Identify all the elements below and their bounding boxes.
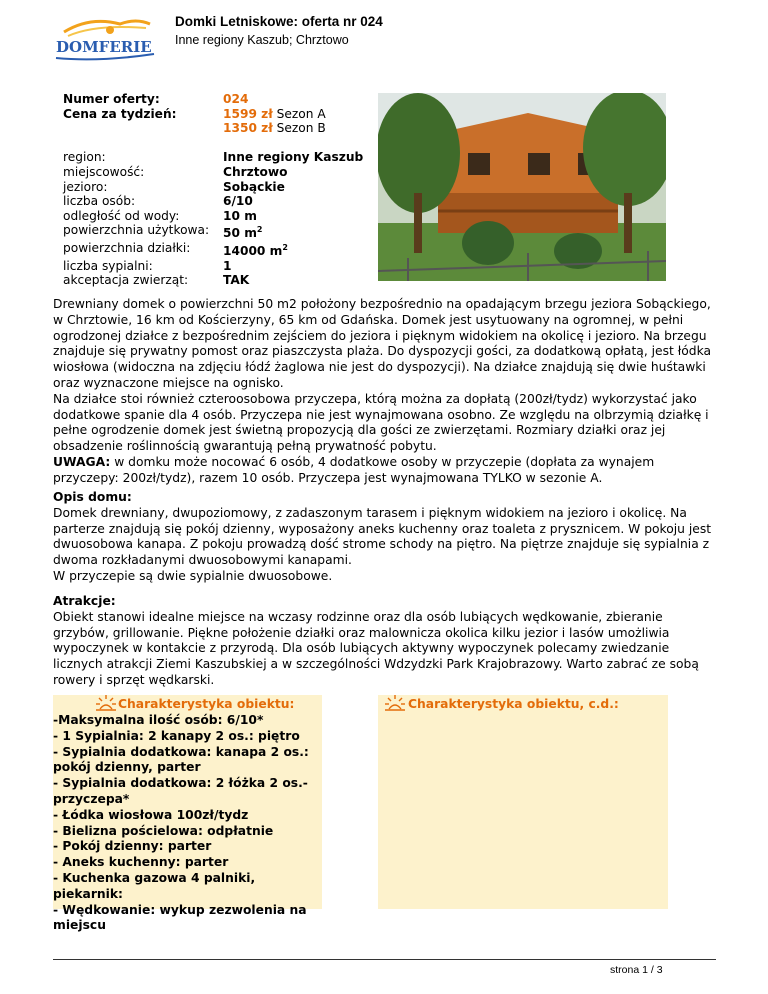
attractions (53, 594, 721, 689)
sun-icon (95, 692, 117, 714)
house-text-2: W przyczepie są dwie sypialnie dwuosobowe. (53, 568, 333, 583)
fact-value: 50 $m^2$ (223, 225, 263, 241)
fact-row (63, 150, 363, 165)
offer-facts (63, 92, 363, 288)
fact-value: Sobąckie (223, 179, 285, 194)
document-title: Domki Letniskowe: oferta nr 024 (175, 14, 383, 29)
feature-item: - Sypialnia dodatkowa: kanapa 2 os.: (53, 744, 309, 759)
fact-value: TAK (223, 273, 250, 288)
house-description (53, 490, 721, 585)
fact-label: powierzchnia działki: (63, 241, 191, 255)
price-row-a (63, 107, 363, 122)
price-a-value: 1599 zł (223, 106, 273, 121)
fact-row (63, 209, 363, 224)
house-text: Domek drewniany, dwupoziomowy, z zadaszonym tarasem i pięknym widokiem na jezioro i okolicę. Na parterze znajdują się pokój dzienny, wyposażony aneks kuchenny oraz toaleta z prysznicem. W pokoju jest dwuosobowa kanapa. Z pokoju prowadzą dość strome schody na piętro. Na piętrze znajduje się sypialnia z dwoma rozkładanymi dwuosobowymi kanapami. (53, 505, 712, 568)
domferie-logo (50, 14, 160, 64)
feature-item: przyczepa* (53, 791, 130, 806)
page-number: strona 1 / 3 (610, 964, 663, 976)
features-box (53, 695, 322, 933)
offer-number-value: 024 (223, 92, 249, 106)
fact-row (63, 180, 363, 195)
house-photo (378, 93, 666, 281)
fact-label: miejscowość: (63, 164, 145, 179)
price-b-value: 1350 zł (223, 121, 273, 136)
feature-item: - Kuchenka gazowa 4 palniki, piekarnik: (53, 870, 256, 901)
feature-item: - 1 Sypialnia: 2 kanapy 2 os.: piętro (53, 728, 300, 743)
features-continued-box (378, 695, 668, 909)
fact-value: Inne regiony Kaszub (223, 150, 364, 165)
fact-row (63, 223, 363, 241)
fact-label: odległość od wody: (63, 208, 180, 223)
features-title: Charakterystyka obiektu: (118, 697, 295, 711)
season-b-label: Sezon B (272, 121, 326, 136)
fact-label: akceptacja zwierząt: (63, 273, 189, 288)
document-subtitle: Inne regiony Kaszub; Chrztowo (175, 33, 349, 47)
fact-value: 10 m (223, 208, 257, 223)
fact-value: 6/10 (223, 194, 253, 209)
uwaga-text: w domku może nocować 6 osób, 4 dodatkowe osoby w przyczepie (dopłata za wynajem przyczepy: 200zł/tydz), razem 10 osób. Przyczepa jest wynajmowana TYLKO w sezonie A. (53, 454, 655, 485)
description-paragraph: Drewniany domek o powierzchni 50 m2 położony bezpośrednio na opadającym brzegu jeziora Sobąckiego, w Chrztowie, 16 km od Kościerzyny, 65 km od Gdańska. Domek jest usytuowany na ogromnej, w pełni ogrodzonej działce z bezpośrednim zejściem do jeziora i pięknym widokiem na okolicę i jezioro. Na brzegu znajduje się prywatny pomost oraz piaszczysta plaża. Do dyspozycji gości, za dodatkową opłatą, jest łódka wiosłowa (widoczna na zdjęciu łódź żaglowa nie jest do dyspozycji). Na działce znajdują się dwie huśtawki oraz wyznaczone miejsce na ognisko. (53, 297, 712, 390)
description-paragraph-2: Na działce stoi również czteroosobowa przyczepa, którą można za dopłatą (200zł/tydz) wykorzystać jako dodatkowe spanie dla 4 osób. Przyczepa nie jest wynajmowana osobno. Ze względu na olbrzymią działkę i pełne ogrodzenie domek jest świetną propozycją dla gości ze zwierzętami. Rozmiary działki oraz jej obsadzenie roślinnością gwarantują pełną prywatność pobytu. (53, 391, 709, 454)
description (53, 297, 721, 487)
fact-label: liczba sypialni: (63, 258, 153, 273)
season-a-label: Sezon A (272, 106, 326, 121)
feature-item: pokój dzienny, parter (53, 760, 201, 775)
features-continued-title: Charakterystyka obiektu, c.d.: (408, 697, 619, 711)
fact-row (63, 165, 363, 180)
attractions-text: Obiekt stanowi idealne miejsce na wczasy rodzinne oraz dla osób lubiących wędkowanie, zbieranie grzybów, grillowanie. Piękne położenie działki oraz malownicza okolica kilku jezior i lasów umożliwia wypoczynek w kontakcie z przyrodą. Dla osób lubiących aktywny wypoczynek polecamy zwiedzanie licznych atrakcji Ziemi Kaszubskiej a w szczególności Wdzydzki Park Krajobrazowy. Warto zabrać ze sobą rowery i sprzęt wędkarski. (53, 609, 699, 687)
fact-label: liczba osób: (63, 194, 136, 209)
fact-row (63, 241, 363, 259)
feature-item: - Bielizna pościelowa: odpłatnie (53, 823, 274, 838)
house-heading: Opis domu: (53, 490, 132, 504)
attractions-heading: Atrakcje: (53, 594, 116, 608)
description-uwaga (53, 455, 721, 487)
feature-item: - Sypialnia dodatkowa: 2 łóżka 2 os.- (53, 776, 308, 791)
fact-label: region: (63, 150, 106, 165)
uwaga-label: UWAGA: (53, 454, 111, 469)
fact-row (63, 259, 363, 274)
svg-text:DOMFERIE: DOMFERIE (56, 38, 152, 56)
feature-item: - Pokój dzienny: parter (53, 839, 212, 854)
price-row-b (63, 121, 363, 136)
fact-value: 1 (223, 258, 232, 273)
price-label: Cena za tydzień: (63, 106, 177, 121)
feature-item: miejscu (53, 918, 106, 933)
feature-item: - Łódka wiosłowa 100zł/tydz (53, 807, 249, 822)
fact-label: powierzchnia użytkowa: (63, 223, 210, 238)
offer-number-label: Numer oferty: (63, 92, 160, 106)
fact-value: 14000 $m^2$ (223, 243, 288, 259)
fact-label: jezioro: (63, 179, 108, 194)
feature-item: - Wędkowanie: wykup zezwolenia na (53, 902, 307, 917)
fact-value: Chrztowo (223, 164, 288, 179)
sun-icon (384, 692, 406, 714)
footer-divider (53, 959, 716, 960)
fact-row (63, 194, 363, 209)
fact-row (63, 273, 363, 288)
feature-item: - Aneks kuchenny: parter (53, 855, 229, 870)
features-list (53, 713, 322, 934)
offer-number-row (63, 92, 363, 107)
feature-item: -Maksymalna ilość osób: 6/10* (53, 713, 264, 727)
